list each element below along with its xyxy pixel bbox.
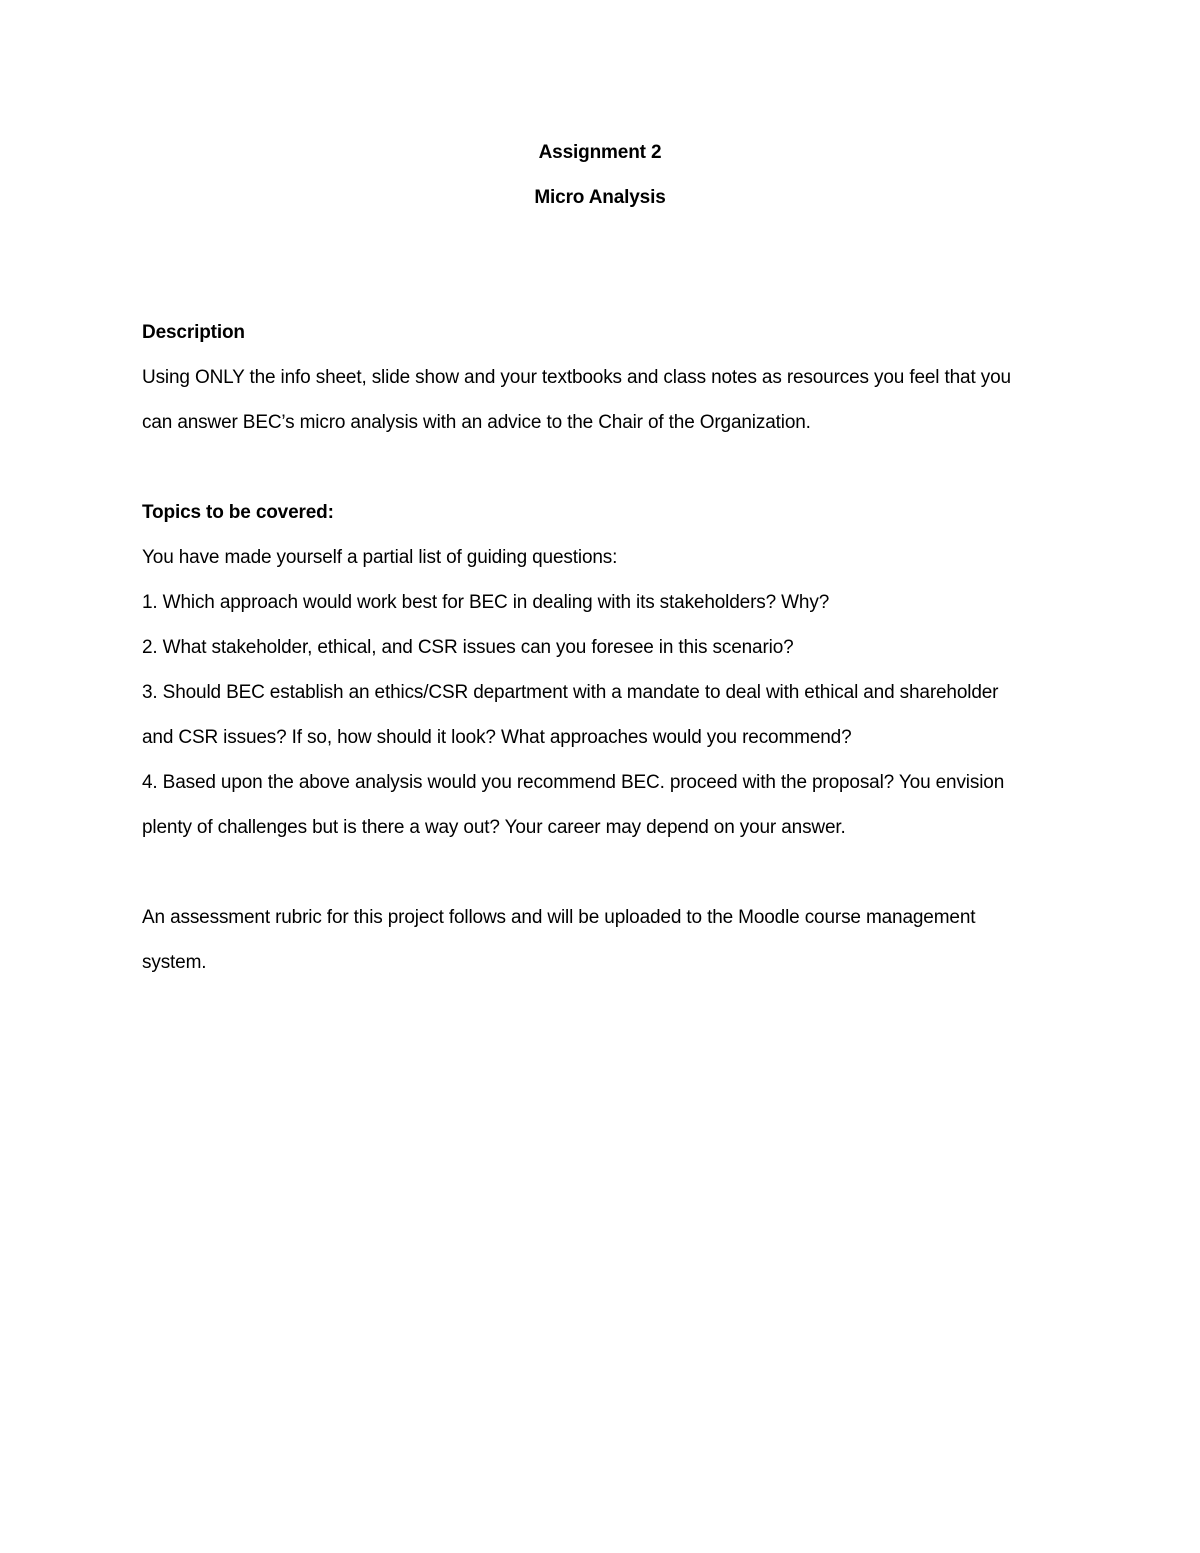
question-line: 2. What stakeholder, ethical, and CSR issues can you foresee in this scenario? xyxy=(142,637,794,658)
question-line: and CSR issues? If so, how should it look? What approaches would you recommend? xyxy=(142,727,852,748)
description-line: Using ONLY the info sheet, slide show and your textbooks and class notes as resources you feel that you xyxy=(142,367,1011,388)
topics-intro: You have made yourself a partial list of guiding questions: xyxy=(142,547,618,568)
question-line: plenty of challenges but is there a way out? Your career may depend on your answer. xyxy=(142,817,846,838)
topics-heading: Topics to be covered: xyxy=(142,502,334,523)
document-title: Assignment 2 xyxy=(538,142,662,163)
description-line: can answer BEC’s micro analysis with an advice to the Chair of the Organization. xyxy=(142,412,811,433)
question-line: 3. Should BEC establish an ethics/CSR department with a mandate to deal with ethical and shareholder xyxy=(142,682,999,703)
closing-line: An assessment rubric for this project follows and will be uploaded to the Moodle course management xyxy=(142,907,976,928)
closing-line: system. xyxy=(142,952,207,973)
description-heading: Description xyxy=(142,322,245,343)
document-subtitle: Micro Analysis xyxy=(534,187,666,208)
question-line: 1. Which approach would work best for BEC in dealing with its stakeholders? Why? xyxy=(142,592,830,613)
question-line: 4. Based upon the above analysis would you recommend BEC. proceed with the proposal? You envision xyxy=(142,772,1005,793)
